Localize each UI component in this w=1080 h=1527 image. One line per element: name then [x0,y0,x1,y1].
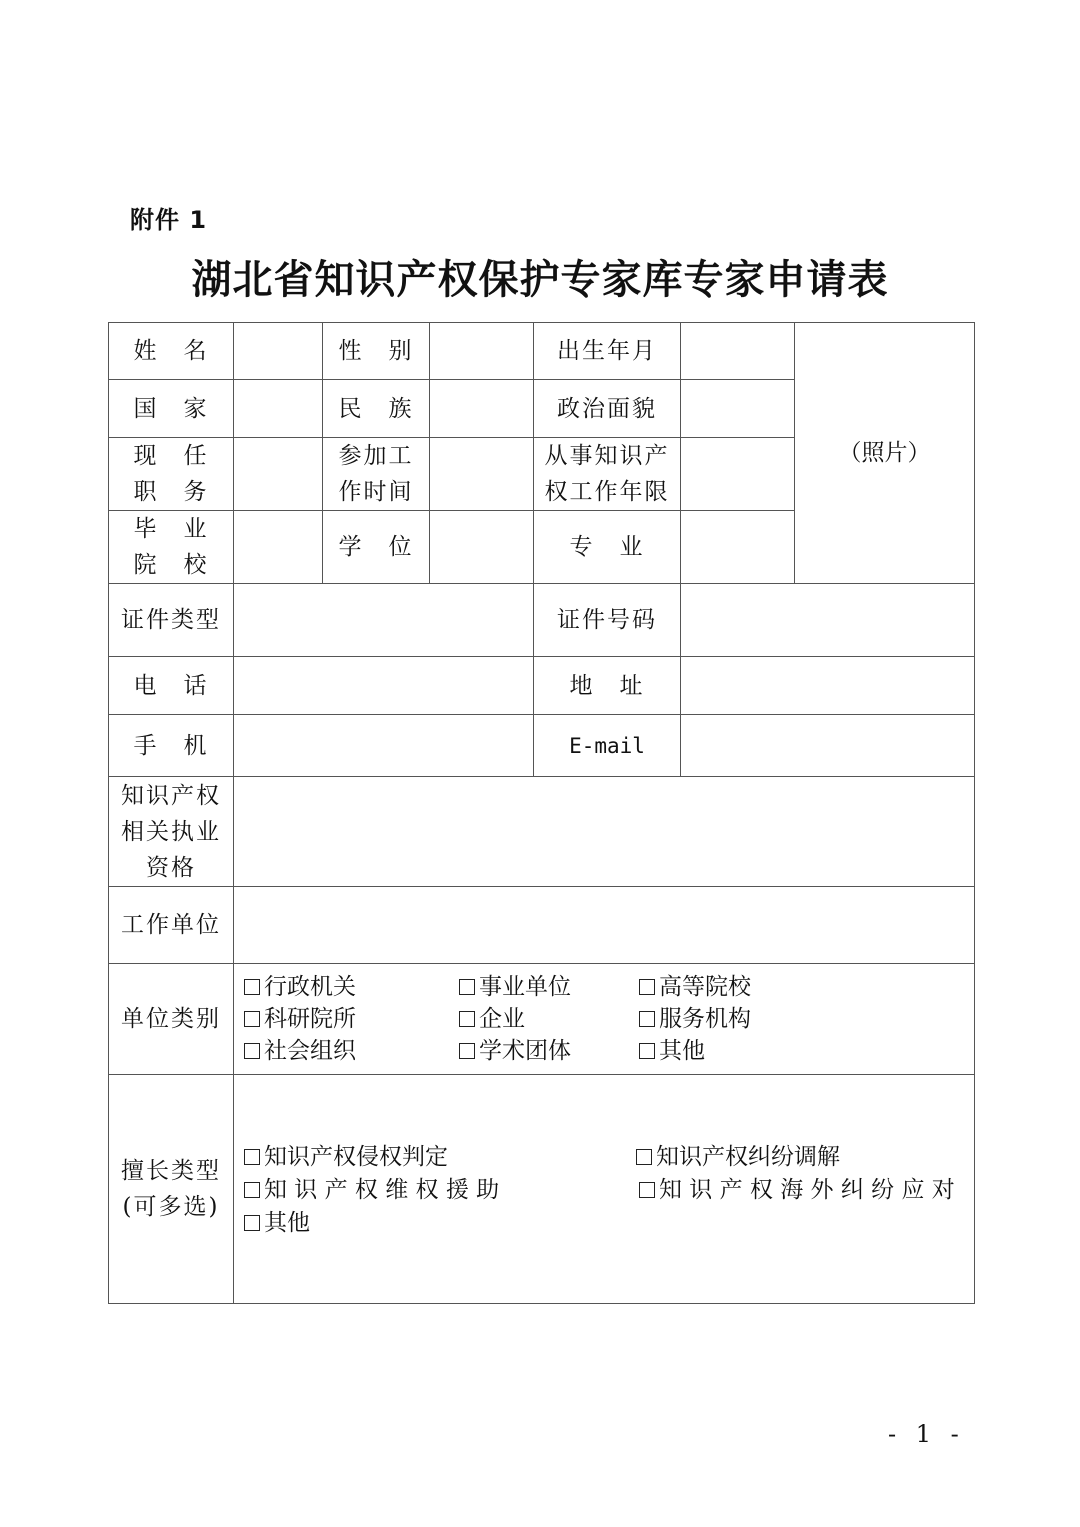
ethnicity-value[interactable] [430,380,534,438]
work-start-label: 参加工 作时间 [323,438,430,511]
name-label: 姓 名 [109,323,234,380]
degree-value[interactable] [430,511,534,584]
unit-option[interactable]: 高等院校 [639,971,751,1003]
unit-option[interactable]: 社会组织 [244,1035,356,1067]
country-label: 国 家 [109,380,234,438]
page-number: - 1 - [888,1420,965,1448]
ip-years-label: 从事知识产 权工作年限 [534,438,681,511]
checkbox-icon[interactable] [639,1043,655,1059]
checkbox-icon[interactable] [636,1149,652,1165]
employer-label: 工作单位 [109,887,234,964]
politics-value[interactable] [681,380,795,438]
expertise-option[interactable]: 知识产权纠纷调解 [636,1141,840,1173]
checkbox-icon[interactable] [244,1182,260,1198]
expertise-options [234,1075,975,1304]
politics-label: 政治面貌 [534,380,681,438]
photo-box[interactable] [795,323,975,584]
expertise-option[interactable]: 知 识 产 权 海 外 纠 纷 应 对 [639,1174,955,1206]
major-value[interactable] [681,511,795,584]
phone-value[interactable] [234,657,534,715]
employer-value[interactable] [234,887,975,964]
school-label: 毕 业 院 校 [109,511,234,584]
gender-label: 性 别 [323,323,430,380]
id-number-label: 证件号码 [534,584,681,657]
degree-label: 学 位 [323,511,430,584]
gender-value[interactable] [430,323,534,380]
address-label: 地 址 [534,657,681,715]
birth-label: 出生年月 [534,323,681,380]
unit-type-label: 单位类别 [109,964,234,1075]
position-value[interactable] [234,438,323,511]
qualification-value[interactable] [234,777,975,887]
name-value[interactable] [234,323,323,380]
checkbox-icon[interactable] [639,1182,655,1198]
mobile-value[interactable] [234,715,534,777]
work-start-value[interactable] [430,438,534,511]
checkbox-icon[interactable] [639,979,655,995]
mobile-label: 手 机 [109,715,234,777]
unit-option[interactable]: 事业单位 [459,971,571,1003]
photo-label: （照片） [838,440,931,466]
unit-option[interactable]: 服务机构 [639,1003,751,1035]
expertise-option[interactable]: 其他 [244,1207,310,1239]
phone-label: 电 话 [109,657,234,715]
unit-option[interactable]: 科研院所 [244,1003,356,1035]
id-number-value[interactable] [681,584,975,657]
email-label: E-mail [534,715,681,777]
checkbox-icon[interactable] [639,1011,655,1027]
checkbox-icon[interactable] [244,1149,260,1165]
birth-value[interactable] [681,323,795,380]
unit-type-options [234,964,975,1075]
id-type-value[interactable] [234,584,534,657]
position-label: 现 任 职 务 [109,438,234,511]
checkbox-icon[interactable] [244,1215,260,1231]
school-value[interactable] [234,511,323,584]
checkbox-icon[interactable] [244,1011,260,1027]
email-value[interactable] [681,715,975,777]
attachment-label: 附件 1 [130,206,208,234]
expertise-option[interactable]: 知识产权侵权判定 [244,1141,448,1173]
ethnicity-label: 民 族 [323,380,430,438]
id-type-label: 证件类型 [109,584,234,657]
application-form [108,322,975,1304]
major-label: 专 业 [534,511,681,584]
checkbox-icon[interactable] [244,979,260,995]
checkbox-icon[interactable] [459,1043,475,1059]
checkbox-icon[interactable] [244,1043,260,1059]
address-value[interactable] [681,657,975,715]
expertise-option[interactable]: 知 识 产 权 维 权 援 助 [244,1174,499,1206]
expertise-label: 擅长类型 (可多选) [109,1075,234,1304]
checkbox-icon[interactable] [459,1011,475,1027]
unit-option[interactable]: 学术团体 [459,1035,571,1067]
unit-option[interactable]: 行政机关 [244,971,356,1003]
unit-option[interactable]: 其他 [639,1035,705,1067]
form-title: 湖北省知识产权保护专家库专家申请表 [191,256,889,303]
unit-option[interactable]: 企业 [459,1003,525,1035]
qualification-label: 知识产权 相关执业 资格 [109,777,234,887]
ip-years-value[interactable] [681,438,795,511]
country-value[interactable] [234,380,323,438]
checkbox-icon[interactable] [459,979,475,995]
